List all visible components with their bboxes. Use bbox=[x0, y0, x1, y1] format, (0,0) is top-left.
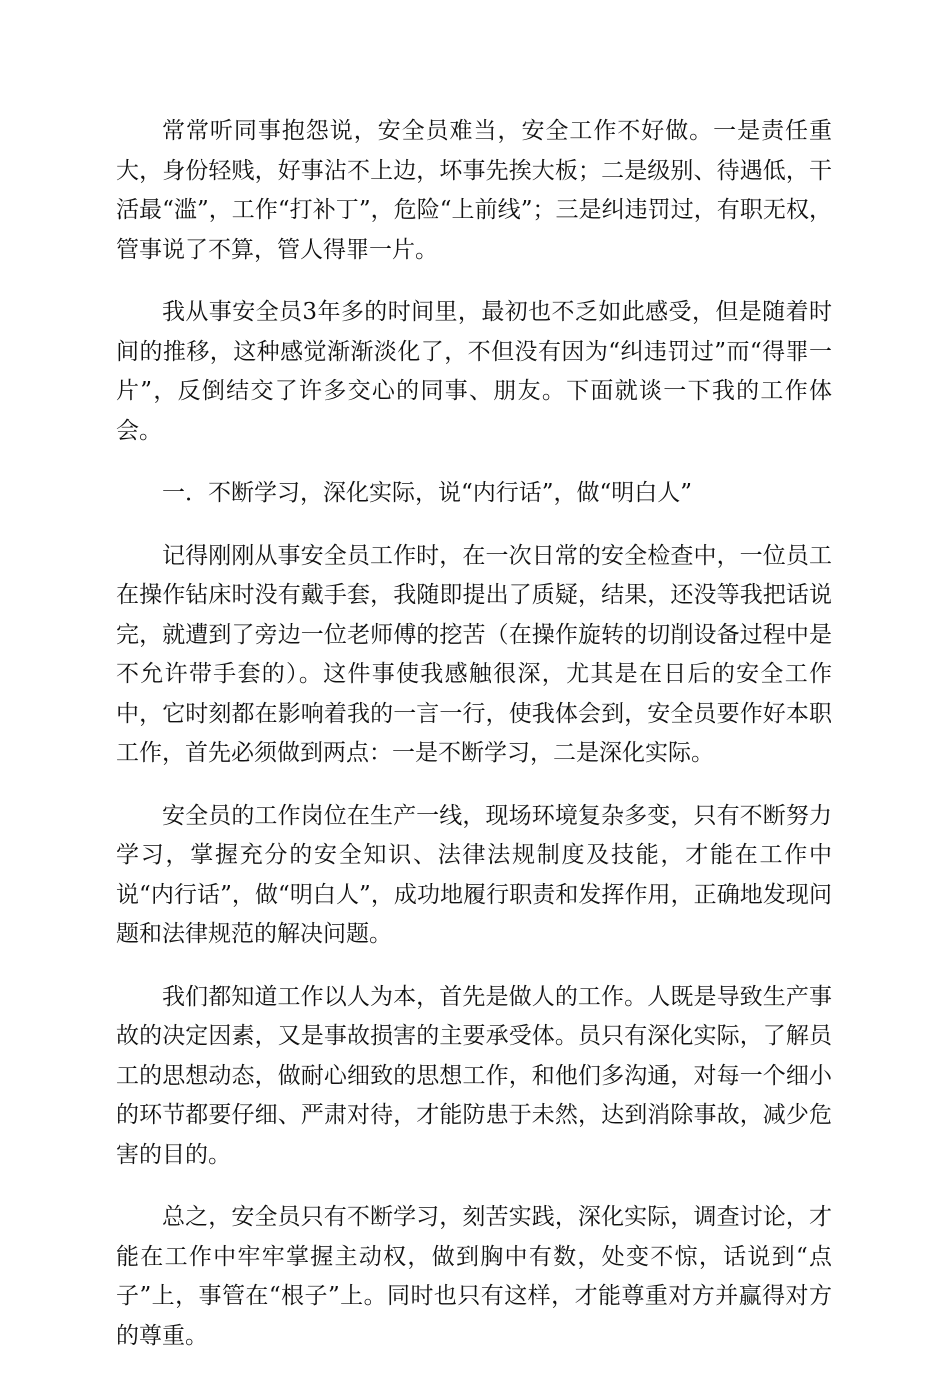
paragraph-conclusion: 总之，安全员只有不断学习，刻苦实践，深化实际，调查讨论，才能在工作中牢牢掌握主动权，做到胸中有数，处变不惊，话说到“点子”上，事管在“根子”上。同时也只有这样，才能尊重对方并赢得对方的尊重。 bbox=[116, 1204, 832, 1349]
paragraph-learning: 安全员的工作岗位在生产一线，现场环境复杂多变，只有不断努力学习，掌握充分的安全知识、法律法规制度及技能，才能在工作中说“内行话”，做“明白人”，成功地履行职责和发挥作用，正确地发现问题和法律规范的解决问题。 bbox=[116, 802, 832, 947]
paragraph-people-first: 我们都知道工作以人为本，首先是做人的工作。人既是导致生产事故的决定因素，又是事故损害的主要承受体。员只有深化实际，了解员工的思想动态，做耐心细致的思想工作，和他们多沟通，对每一个细小的环节都要仔细、严肃对待，才能防患于未然，达到消除事故，减少危害的目的。 bbox=[116, 983, 832, 1168]
document-body bbox=[116, 112, 832, 1379]
paragraph-complaints: 常常听同事抱怨说，安全员难当，安全工作不好做。一是责任重大，身份轻贱，好事沾不上边，坏事先挨大板；二是级别、待遇低，干活最“滥”，工作“打补丁”，危险“上前线”；三是纠违罚过，有职无权，管事说了不算，管人得罪一片。 bbox=[116, 118, 832, 263]
paragraph-anecdote: 记得刚刚从事安全员工作时，在一次日常的安全检查中，一位员工在操作钻床时没有戴手套，我随即提出了质疑，结果，还没等我把话说完，就遭到了旁边一位老师傅的挖苦（在操作旋转的切削设备过程中是不允许带手套的）。这件事使我感触很深，尤其是在日后的安全工作中，它时刻都在影响着我的一言一行，使我体会到，安全员要作好本职工作，首先必须做到两点：一是不断学习，二是深化实际。 bbox=[116, 542, 832, 766]
paragraph-experience: 我从事安全员3年多的时间里，最初也不乏如此感受，但是随着时间的推移，这种感觉渐渐淡化了，不但没有因为“纠违罚过”而“得罪一片”，反倒结交了许多交心的同事、朋友。下面就谈一下我的工作体会。 bbox=[116, 299, 832, 444]
section-heading-1: 一．不断学习，深化实际，说“内行话”，做“明白人” bbox=[162, 480, 693, 506]
